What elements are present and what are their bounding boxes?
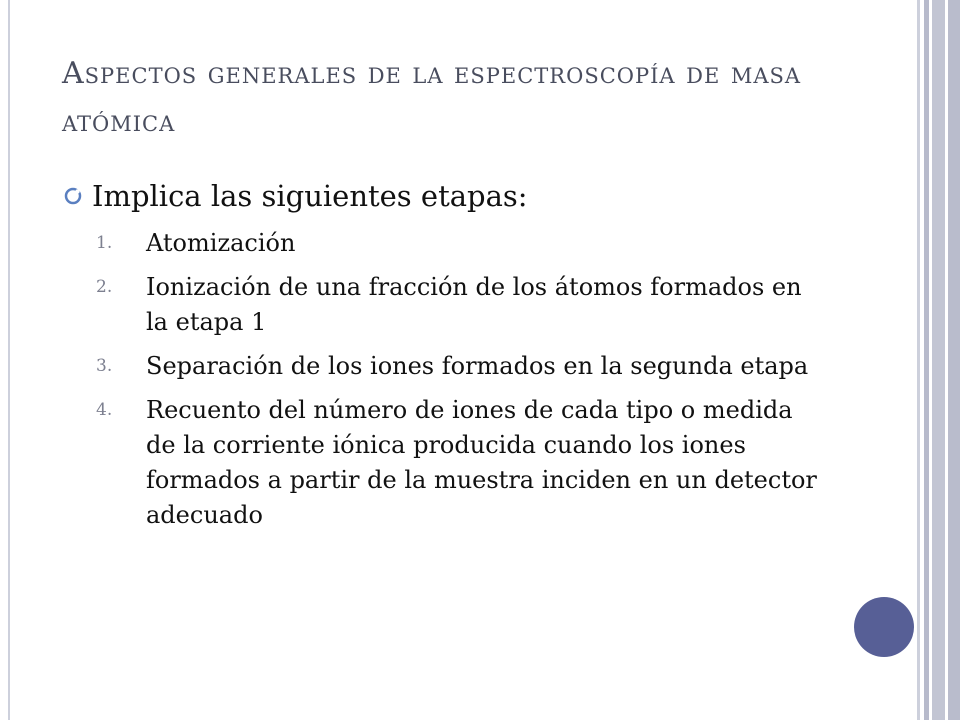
right-decor-bar <box>948 0 960 720</box>
circle-ring-bullet-icon <box>62 185 84 207</box>
step-number: 2. <box>96 277 113 297</box>
list-item <box>96 393 826 533</box>
main-point-text: Implica las siguientes etapas: <box>92 179 528 213</box>
steps-list <box>96 226 826 542</box>
step-number: 3. <box>96 356 113 376</box>
slide-title: Aspectos generales de la espectroscopía de masa atómica <box>62 56 802 139</box>
step-text: Recuento del número de iones de cada tipo o medida de la corriente iónica producida cuando los iones formados a partir de la muestra inciden en un detector adecuado <box>146 396 817 529</box>
right-decor-bar <box>924 0 929 720</box>
decorative-circle <box>854 597 914 657</box>
list-item <box>96 270 826 340</box>
right-decor-bar <box>932 0 945 720</box>
left-frame-line <box>8 0 10 720</box>
step-number: 1. <box>96 233 113 253</box>
main-bullet-point <box>62 176 882 216</box>
step-text: Separación de los iones formados en la segunda etapa <box>146 352 809 380</box>
step-number: 4. <box>96 400 113 420</box>
right-decor-bar <box>917 0 920 720</box>
list-item <box>96 349 826 384</box>
step-text: Ionización de una fracción de los átomos formados en la etapa 1 <box>146 273 802 336</box>
list-item <box>96 226 826 261</box>
step-text: Atomización <box>146 229 296 257</box>
